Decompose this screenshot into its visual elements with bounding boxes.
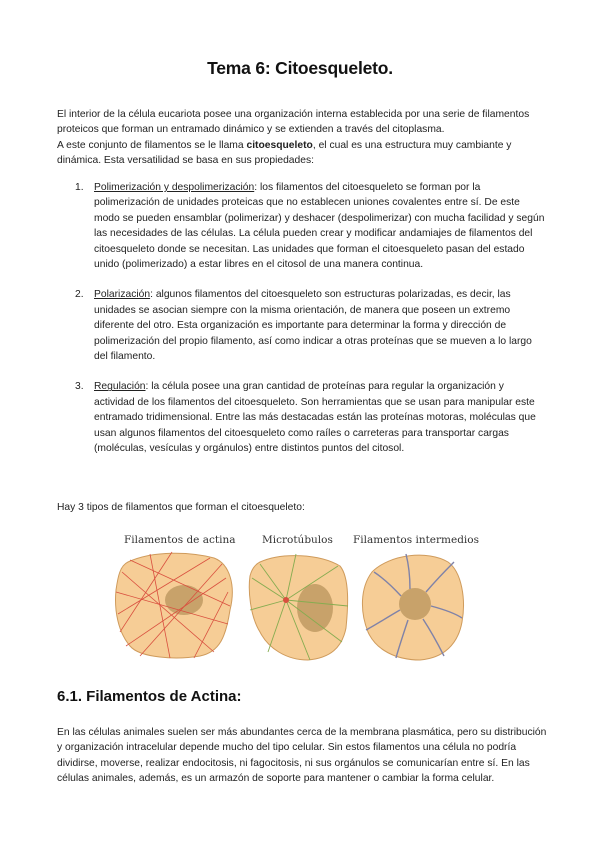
property-item <box>57 287 545 364</box>
intro-line-2-end: , el cual es una estructura muy cambiante y dinámica. Esta versatilidad se basa en sus propiedades: <box>57 139 512 167</box>
cytoskeleton-figure <box>110 548 480 668</box>
property-text: : los filamentos del citoesqueleto se forman por la polimerización de unidades proteicas que no establecen uniones covalentes entre sí. De este modo se pueden ensamblar (polimerizar) y deshacer (despolimerizar) con mucha facilidad y según las necesidades de las células. La célula pueden crear y modificar andamiajes de filamentos del citoesqueleto donde se necesitan. Las unidades que forman el citoesqueleto pasan del estado unido (polimerizado) a estar libres en el citosol de una manera continua. <box>94 182 545 271</box>
intro-paragraph <box>57 107 547 169</box>
intermediate-cell-illustration <box>362 554 463 660</box>
figure-label-microtubules: Microtúbulos <box>262 534 333 546</box>
microtubule-cell-illustration <box>249 554 348 660</box>
figure-label-actin: Filamentos de actina <box>124 534 236 546</box>
intro-line-2-start: A este conjunto de filamentos se le llama <box>57 139 247 151</box>
page-title: Tema 6: Citoesqueleto. <box>207 58 393 78</box>
section-paragraph: En las células animales suelen ser más abundantes cerca de la membrana plasmática, pero su distribución y organización intracelular depende mucho del tipo celular. Sin estos filamentos una célula no podría dividirse, moverse, realizar endocitosis, ni fagocitosis, ni sus orgánulos se comunicarían entre sí. En las células animales, además, es un armazón de soporte para mantener o cambiar la forma celular. <box>57 727 547 785</box>
properties-list <box>57 180 545 457</box>
property-number: 3. <box>75 381 84 393</box>
section-heading: 6.1. Filamentos de Actina: <box>57 688 242 705</box>
property-term: Polarización <box>94 289 151 301</box>
intro-line-1: El interior de la célula eucariota posee una organización interna establecida por una serie de filamentos proteicos que forman un entramado dinámico y se extienden a través del citoplasma. <box>57 109 530 136</box>
property-term: Regulación <box>94 381 146 393</box>
figure-label-intermediate: Filamentos intermedios <box>353 534 479 546</box>
centrosome <box>283 597 289 603</box>
property-number: 1. <box>75 182 84 193</box>
cytoskeleton-term: citoesqueleto <box>246 139 313 151</box>
property-text: : la célula posee una gran cantidad de proteínas para regular la organización y actividad de los filamentos del citoesqueleto. Son herramientas que se usan para manipular este entramado tridimensional. Entre las más destacadas están las proteínas motoras, moléculas que usan algunos filamentos del citoesqueleto como raíles o carreteras para transportar cargas (moléculas, vesículas y orgánulos) entre distintos puntos del citosol. <box>94 381 536 455</box>
intermediate-cell-nucleus <box>399 588 431 620</box>
actin-cell-illustration <box>116 552 233 658</box>
microtubule-cell-nucleus <box>297 584 333 632</box>
property-text: : algunos filamentos del citoesqueleto son estructuras polarizadas, es decir, las unidades se asocian siempre con la misma orientación, de manera que poseen un extremo diferente del otro. Esta organización es importante para determinar la forma y dirección de polimerización del propio filamento, así como indicar a otras proteínas que se mueven a lo largo del filamento. <box>94 289 532 363</box>
property-item <box>57 180 545 272</box>
actin-cell-nucleus <box>165 585 203 615</box>
property-term: Polimerización y despolimerización <box>94 182 255 193</box>
property-number: 2. <box>75 289 84 301</box>
property-item <box>57 379 545 456</box>
filament-types-intro: Hay 3 tipos de filamentos que forman el citoesqueleto: <box>57 502 305 513</box>
